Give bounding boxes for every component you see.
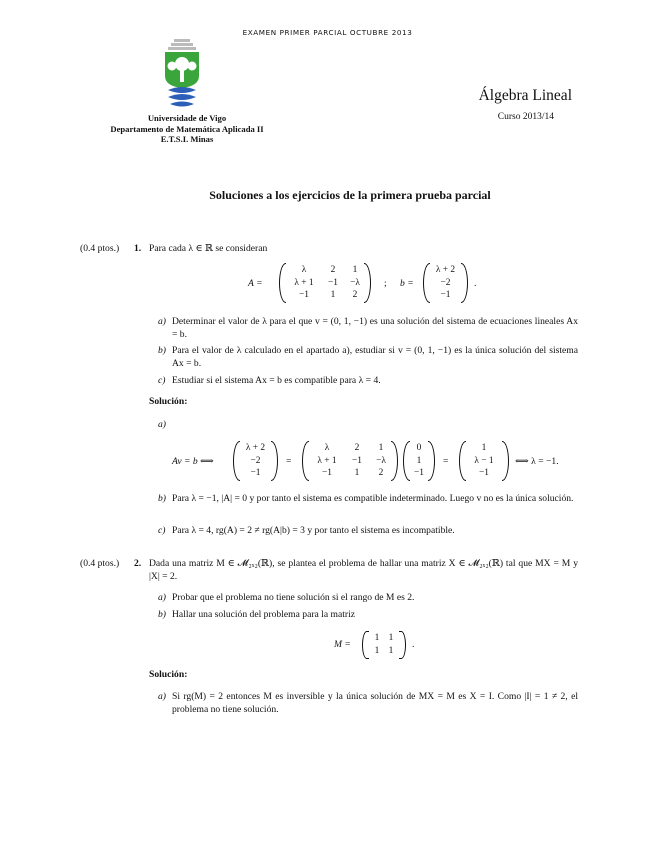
problem2-item-a: Probar que el problema no tiene solución si el rango de M es 2.: [172, 592, 415, 603]
matrix-cell: −1: [322, 468, 332, 478]
item-label: a): [158, 691, 166, 702]
matrix-a-lhs: A =: [248, 278, 263, 289]
problem1-item-b: Para el valor de λ calculado en el apartado a), estudiar si v = (0, 1, −1) es la única solución del sistema Ax = b.: [172, 345, 578, 369]
vector-entry: −1: [479, 468, 489, 478]
equals-sign: =: [443, 456, 449, 467]
matrix-cell: 2: [330, 265, 336, 275]
matrix-cell: λ + 1: [294, 277, 314, 288]
matrix-cell: −λ: [350, 277, 360, 288]
matrix-row: [302, 467, 398, 480]
equation-vector-3: [459, 442, 509, 480]
vector-entry: −2: [440, 277, 451, 288]
item-label: c): [158, 375, 166, 386]
solution-item-c: Para λ = 4, rg(A) = 2 ≠ rg(A|b) = 3 y por tanto el sistema es incompatible.: [172, 525, 455, 536]
vector-left-paren: [233, 441, 240, 481]
matrix-cell: −λ: [376, 455, 386, 466]
matrix-cell: 1: [378, 443, 384, 453]
matrix-separator: ;: [384, 278, 387, 289]
vector-entry: −1: [414, 468, 424, 478]
page-title: Soluciones a los ejercicios de la primera prueba parcial: [209, 188, 491, 202]
solution-item-b: Para λ = −1, |A| = 0 y por tanto el sistema es compatible indeterminado. Luego v no es la única solución.: [172, 493, 574, 504]
item-label: a): [158, 419, 166, 430]
vector-entry: 0: [416, 443, 422, 453]
university-logo-icon: [160, 38, 204, 110]
vector-b: [423, 264, 468, 302]
university-block: [92, 113, 282, 145]
equation-vector-1: [233, 442, 278, 480]
matrix-cell: 1: [388, 633, 394, 643]
matrix-cell: 2: [354, 443, 360, 453]
solution-heading: Solución:: [149, 396, 188, 407]
vector-entry: −2: [250, 455, 261, 466]
equation-lhs: Av = b ⟺: [172, 456, 214, 467]
matrix-a-row: [279, 289, 371, 302]
matrix-cell: 1: [374, 633, 380, 643]
matrix-cell: −1: [328, 277, 338, 288]
solution-heading: Solución:: [149, 669, 188, 680]
matrix-cell: λ + 1: [317, 455, 337, 466]
matrix-cell: 1: [352, 265, 358, 275]
item-label: b): [158, 609, 166, 620]
matrix-cell: 1: [388, 645, 394, 656]
vector-entry: −1: [250, 468, 261, 478]
problem2-points: (0.4 ptos.): [80, 558, 120, 569]
matrix-cell: −1: [299, 290, 309, 300]
department-name: Departamento de Matemática Aplicada II: [110, 123, 264, 134]
university-name: Universidade de Vigo: [147, 113, 227, 123]
item-label: c): [158, 525, 166, 536]
course-title: Álgebra Lineal: [478, 87, 572, 104]
problem2-item-b: Hallar una solución del problema para la matriz: [172, 609, 356, 620]
matrix-a-row: [279, 277, 371, 290]
item-label: a): [158, 592, 166, 603]
exam-header: EXAMEN PRIMER PARCIAL OCTUBRE 2013: [242, 28, 413, 37]
problem1-points: (0.4 ptos.): [80, 243, 120, 254]
matrix-a-row: [279, 264, 371, 277]
matrix-cell: −1: [352, 455, 362, 466]
vector-entry: 1: [416, 455, 422, 466]
matrix-cell: λ: [324, 443, 330, 453]
problem1-intro: Para cada λ ∈ ℝ se consideran: [149, 243, 268, 254]
matrix-cell: 1: [374, 645, 380, 656]
vector-entry: λ − 1: [474, 455, 494, 466]
matrix-row: [302, 442, 398, 455]
vector-entry: 1: [481, 443, 487, 453]
vector-entry: λ + 2: [245, 443, 266, 453]
vector-entry: −1: [440, 290, 451, 300]
matrix-left-paren: [302, 441, 309, 481]
problem1-number: 1.: [134, 243, 142, 254]
course-year: Curso 2013/14: [497, 112, 554, 122]
matrix-a: [279, 264, 371, 302]
equation-result: ⟺ λ = −1.: [515, 456, 559, 467]
problem2-number: 2.: [134, 558, 142, 569]
vector-left-paren: [459, 441, 466, 481]
matrix-m-left-paren: [362, 631, 369, 659]
item-label: b): [158, 493, 166, 504]
vector-left-paren: [403, 441, 410, 481]
matrix-cell: 1: [330, 290, 336, 300]
item-label: b): [158, 345, 166, 356]
matrix-m: [362, 632, 406, 657]
matrix-end-dot: .: [412, 639, 415, 650]
problem1-item-c: Estudiar si el sistema Ax = b es compatible para λ = 4.: [172, 375, 381, 386]
vector-b-lhs: b =: [400, 278, 414, 289]
problem2-intro: Dada una matriz M ∈ 𝓜₂ₓ₂(ℝ), se plantea el problema de hallar una matriz X ∈ 𝓜₂ₓ₂(ℝ) tal que MX = M y |X| = 2.: [149, 558, 578, 582]
matrix-cell: 2: [378, 468, 384, 478]
equals-sign: =: [286, 456, 292, 467]
matrix-row: [302, 455, 398, 468]
problem1-item-a: Determinar el valor de λ para el que v = (0, 1, −1) es una solución del sistema de ecuaciones lineales Ax = b.: [172, 316, 578, 340]
matrix-end-dot: .: [474, 278, 477, 289]
item-label: a): [158, 316, 166, 327]
matrix-a-left-paren: [279, 263, 286, 303]
equation-vector-2: [403, 442, 435, 480]
matrix-cell: 1: [354, 468, 360, 478]
matrix-cell: λ: [301, 265, 307, 275]
equation-matrix: [302, 442, 398, 480]
vector-b-left-paren: [423, 263, 430, 303]
school-name: E.T.S.I. Minas: [160, 134, 214, 144]
vector-entry: λ + 2: [435, 265, 456, 275]
matrix-cell: 2: [352, 290, 358, 300]
problem2-solution-a: Si rg(M) = 2 entonces M es inversible y la única solución de MX = M es X = I. Como |I| = 1 ≠ 2, el problema no tiene solución.: [172, 691, 578, 715]
matrix-m-lhs: M =: [334, 639, 351, 650]
